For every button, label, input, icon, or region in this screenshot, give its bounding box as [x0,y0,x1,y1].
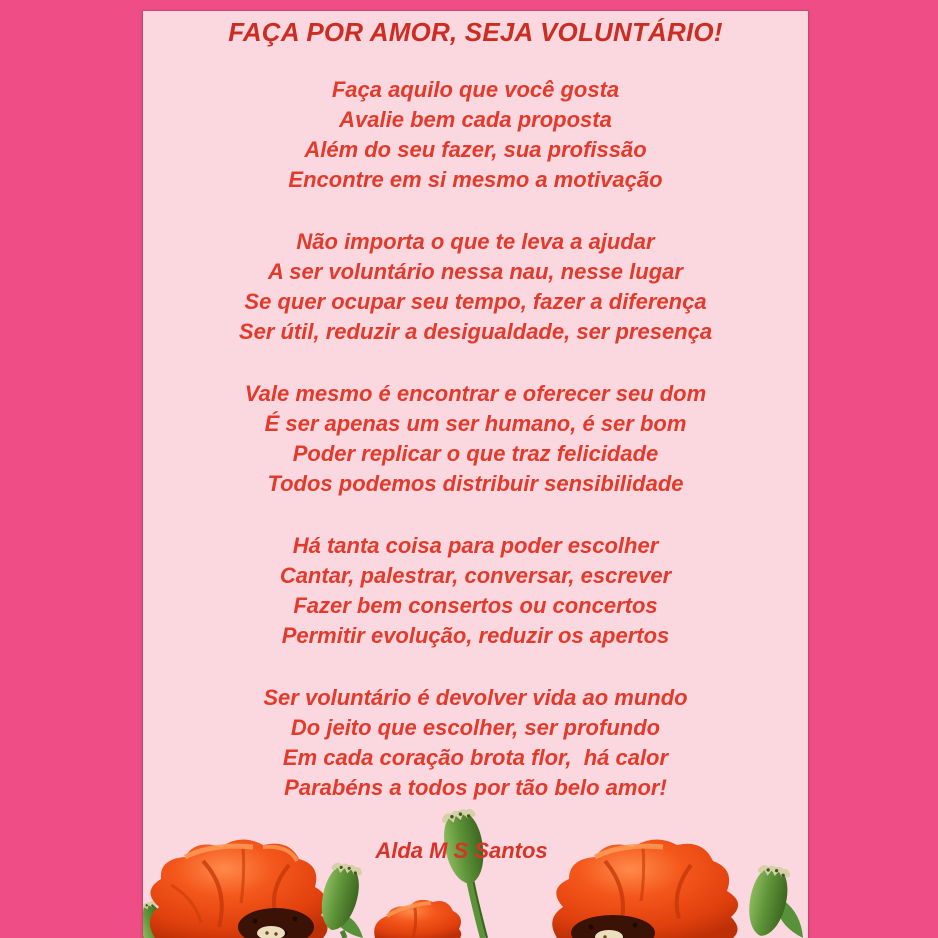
poem-title: FAÇA POR AMOR, SEJA VOLUNTÁRIO! [228,17,723,47]
poem-line: Faça aquilo que você gosta [331,77,620,102]
poem-line: Permitir evolução, reduzir os apertos [281,623,670,648]
poem-line: Não importa o que te leva a ajudar [296,229,655,254]
poem-author: Alda M S Santos [375,838,548,863]
poem-line: Há tanta coisa para poder escolher [292,533,659,558]
stanza-5 [143,683,808,803]
stanza-4 [143,531,808,651]
poem-line: Vale mesmo é encontrar e oferecer seu dom [244,381,707,406]
poem-line: Em cada coração brota flor, há calor [282,745,669,770]
stanza-3 [143,379,808,499]
poem-line: A ser voluntário nessa nau, nesse lugar [268,259,683,284]
poem-line: Cantar, palestrar, conversar, escrever [279,563,672,588]
poem-line: Encontre em si mesmo a motivação [288,167,663,192]
poem-line: Parabéns a todos por tão belo amor! [284,775,667,800]
poppy-illustration [143,805,808,938]
poem-line: Todos podemos distribuir sensibilidade [267,471,684,496]
seed-pod-right [743,863,803,938]
poem-line: Do jeito que escolher, ser profundo [290,715,661,740]
poem-body [143,75,808,803]
poem-card [143,11,808,938]
poem-line: Fazer bem consertos ou concertos [293,593,658,618]
poem-line: Além do seu fazer, sua profissão [304,137,647,162]
poppy-middle-partial [374,900,461,938]
poem-line: Ser voluntário é devolver vida ao mundo [263,685,688,710]
poem-line: É ser apenas um ser humano, é ser bom [264,411,687,436]
stanza-2 [143,227,808,347]
poem-line: Ser útil, reduzir a desigualdade, ser presença [238,319,713,344]
poem-line: Poder replicar o que traz felicidade [292,441,659,466]
stanza-1 [143,75,808,195]
poem-line: Se quer ocupar seu tempo, fazer a diferença [244,289,707,314]
poem-line: Avalie bem cada proposta [339,107,612,132]
